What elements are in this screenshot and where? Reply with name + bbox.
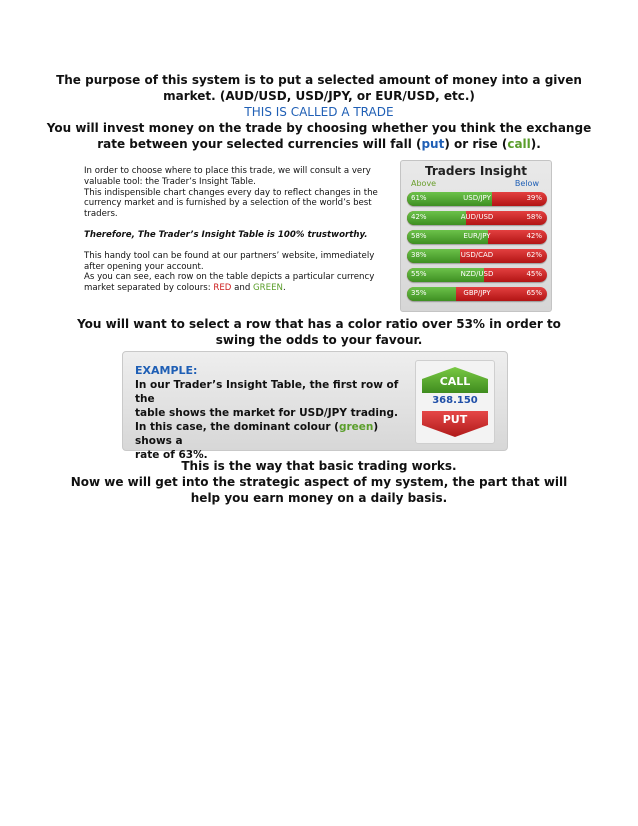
intro-line-2: market. (AUD/USD, USD/JPY, or EUR/USD, etc.): [163, 89, 475, 103]
put-word: put: [421, 137, 445, 151]
ti-right-pct: 39%: [526, 194, 542, 202]
ti-left-pct: 61%: [411, 194, 427, 202]
call-label: CALL: [439, 375, 471, 388]
trustworthy-statement: Therefore, The Trader’s Insight Table is 100% trustworthy.: [84, 229, 368, 240]
body-text: [84, 166, 394, 294]
green-word: GREEN: [253, 283, 283, 294]
traders-insight-title: Traders Insight: [425, 164, 527, 178]
select-line-2: swing the odds to your favour.: [215, 333, 423, 347]
p2-line: after opening your account.: [84, 261, 204, 272]
p1-line: This indispensible chart changes every day to reflect changes in the: [84, 187, 378, 198]
example-label: EXAMPLE:: [135, 364, 198, 377]
red-word: RED: [213, 283, 232, 294]
paragraph-2: [84, 251, 394, 294]
call-put-widget: [415, 360, 495, 444]
p1-line: currency market and is furnished by a selection of the world’s best: [84, 198, 372, 209]
example-text-part: In this case, the dominant colour (: [135, 421, 339, 433]
ti-left-pct: 58%: [411, 232, 427, 240]
select-line-1: You will want to select a row that has a color ratio over 53% in order to: [77, 317, 561, 331]
below-label: Below: [514, 179, 539, 188]
ti-pair: GBP/JPY: [463, 289, 491, 297]
ti-left-pct: 38%: [411, 251, 427, 259]
ti-row: [407, 287, 547, 301]
p2-line-colors: [84, 283, 394, 294]
intro-heading: [0, 72, 638, 152]
ti-right-pct: 58%: [526, 213, 542, 221]
select-heading: [0, 316, 638, 348]
paragraph-1: [84, 166, 394, 220]
ti-right-pct: 45%: [526, 270, 542, 278]
example-text-part: ) shows a: [135, 421, 379, 447]
ti-pair: USD/CAD: [460, 251, 494, 259]
traders-insight-table: [400, 160, 552, 312]
intro-line-5-text-2: ) or rise (: [444, 137, 508, 151]
green-word: green: [338, 421, 374, 433]
ti-row: [407, 211, 547, 225]
intro-line-5-text: rate between your selected currencies will fall (: [97, 137, 422, 151]
example-line: rate of 63%.: [135, 449, 208, 461]
p2-text: market separated by colours:: [84, 283, 214, 294]
and-word: and: [231, 283, 254, 294]
above-label: Above: [411, 179, 437, 188]
ti-pair: EUR/JPY: [463, 232, 491, 240]
example-line: In our Trader’s Insight Table, the first row of the: [135, 379, 399, 405]
intro-line-5-text-3: ).: [530, 137, 541, 151]
p1-line: traders.: [84, 209, 118, 220]
outro-line-3: help you earn money on a daily basis.: [190, 491, 448, 505]
intro-line-1: The purpose of this system is to put a selected amount of money into a given: [56, 73, 582, 87]
p1-line: In order to choose where to place this trade, we will consult a very: [84, 166, 371, 176]
trade-heading: THIS IS CALLED A TRADE: [244, 105, 394, 119]
ti-row: [407, 230, 547, 244]
example-box: [122, 351, 508, 461]
ti-pair: USD/JPY: [463, 194, 491, 202]
period: .: [282, 283, 286, 294]
outro-line-2: Now we will get into the strategic aspect of my system, the part that will: [70, 475, 568, 489]
p2-line: As you can see, each row on the table depicts a particular currency: [84, 272, 375, 283]
example-line: table shows the market for USD/JPY trading.: [135, 407, 399, 419]
ti-left-pct: 55%: [411, 270, 427, 278]
ti-row: [407, 249, 547, 263]
intro-line-4: You will invest money on the trade by choosing whether you think the exchange: [46, 121, 592, 135]
ti-row: [407, 268, 547, 282]
example-text: [135, 378, 405, 462]
call-word: call: [507, 137, 531, 151]
rate-value: 368.150: [432, 395, 478, 406]
ti-pair: NZD/USD: [460, 270, 494, 278]
ti-right-pct: 42%: [526, 232, 542, 240]
ti-right-pct: 65%: [526, 289, 542, 297]
p1-line: valuable tool: the Trader’s Insight Table.: [84, 176, 256, 187]
outro-line-1: This is the way that basic trading works.: [181, 459, 457, 473]
ti-left-pct: 42%: [411, 213, 427, 221]
intro-line-5: [0, 136, 638, 152]
ti-left-pct: 35%: [411, 289, 427, 297]
put-label: PUT: [442, 413, 468, 426]
outro-heading: [0, 458, 638, 506]
ti-pair: AUD/USD: [460, 213, 494, 221]
p2-line: This handy tool can be found at our partners’ website, immediately: [84, 250, 375, 261]
ti-right-pct: 62%: [526, 251, 542, 259]
example-line: [135, 420, 405, 448]
ti-row: [407, 192, 547, 206]
